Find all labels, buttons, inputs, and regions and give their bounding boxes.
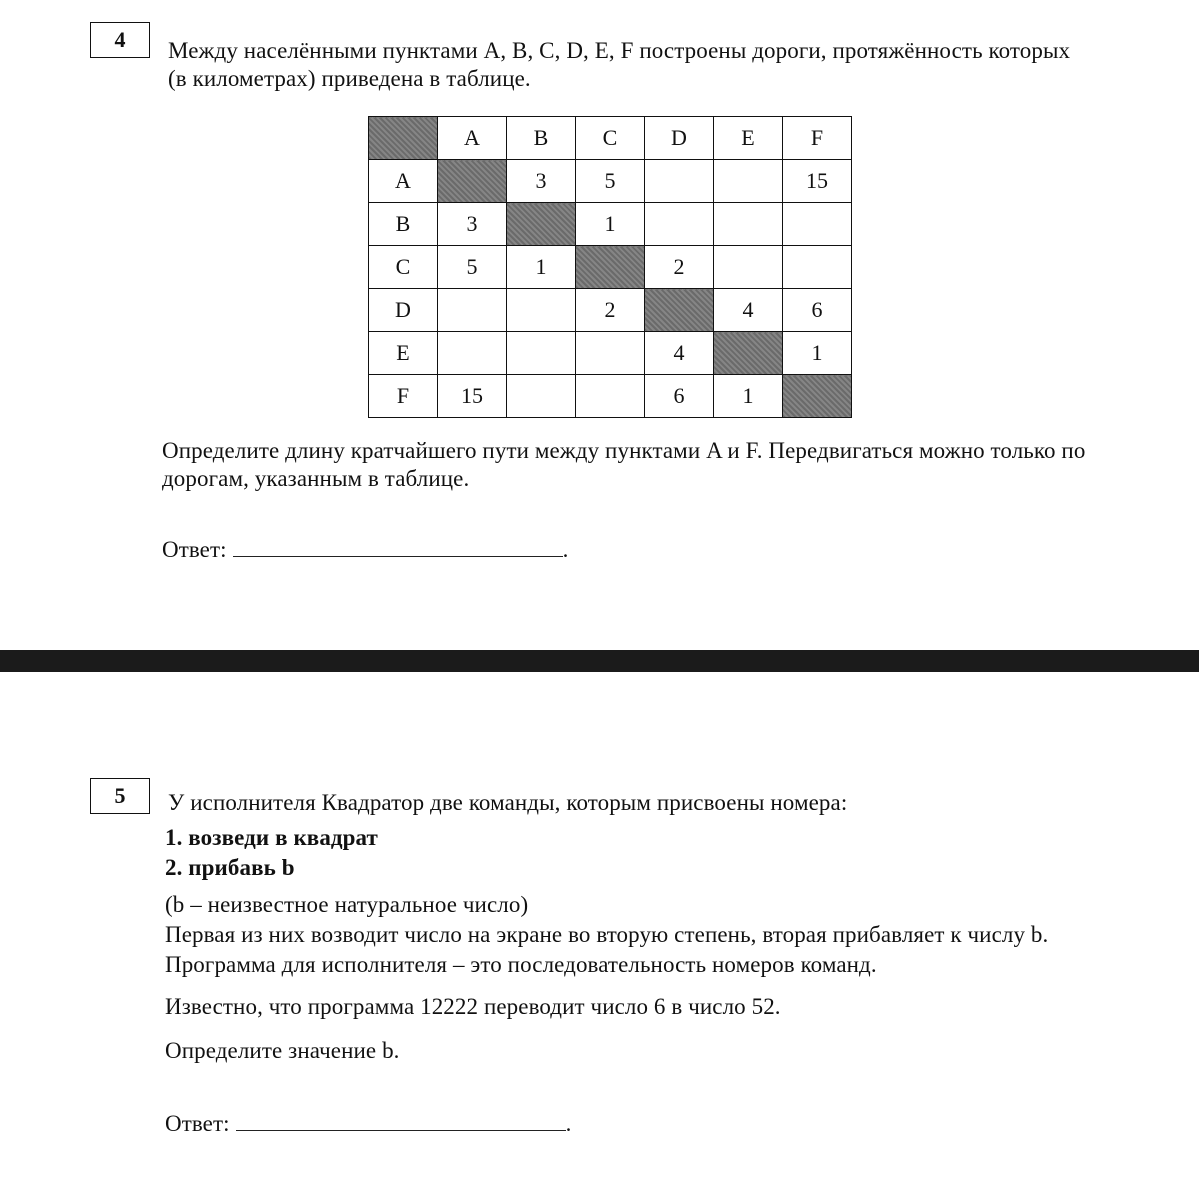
answer-field[interactable]	[233, 534, 563, 557]
table-cell	[714, 160, 783, 203]
page-divider	[0, 650, 1199, 672]
table-row-header: A	[369, 160, 438, 203]
task5-desc-line2: Программа для исполнителя – это последовательность номеров команд.	[165, 952, 877, 977]
task5-question: Определите значение b.	[165, 1038, 400, 1063]
table-cell	[714, 246, 783, 289]
table-cell	[576, 246, 645, 289]
distance-table	[368, 116, 852, 418]
table-cell	[645, 203, 714, 246]
table-cell	[507, 203, 576, 246]
table-cell	[645, 160, 714, 203]
task5-answer-row	[165, 1108, 572, 1138]
answer-label: Ответ:	[162, 537, 227, 562]
table-cell	[507, 375, 576, 418]
table-cell	[438, 160, 507, 203]
table-cell: 6	[645, 375, 714, 418]
table-header-cell: D	[645, 117, 714, 160]
table-cell: 4	[714, 289, 783, 332]
table-header-cell: C	[576, 117, 645, 160]
table-row-header: D	[369, 289, 438, 332]
table-cell	[576, 332, 645, 375]
table-cell	[576, 375, 645, 418]
table-row	[369, 246, 852, 289]
task5-known: Известно, что программа 12222 переводит число 6 в число 52.	[165, 994, 781, 1019]
table-row-header: F	[369, 375, 438, 418]
table-cell	[783, 375, 852, 418]
task5-note: (b – неизвестное натуральное число)	[165, 892, 529, 917]
table-cell	[438, 332, 507, 375]
table-cell: 2	[645, 246, 714, 289]
table-cell: 1	[714, 375, 783, 418]
task5-command2: 2. прибавь b	[165, 855, 295, 880]
table-row	[369, 332, 852, 375]
table-cell: 1	[576, 203, 645, 246]
table-row	[369, 375, 852, 418]
table-header-cell: E	[714, 117, 783, 160]
answer-period: .	[562, 537, 569, 562]
task4-answer-row	[162, 534, 569, 564]
table-cell: 6	[783, 289, 852, 332]
table-row	[369, 160, 852, 203]
table-cell	[714, 203, 783, 246]
table-cell: 2	[576, 289, 645, 332]
table-cell: 4	[645, 332, 714, 375]
table-header-cell: A	[438, 117, 507, 160]
table-header-cell: F	[783, 117, 852, 160]
answer-field[interactable]	[236, 1108, 566, 1131]
task-number-box: 5	[90, 778, 150, 814]
task4-question-line1: Определите длину кратчайшего пути между пунктами A и F. Передвигаться можно только по	[162, 438, 1086, 463]
task5-intro: У исполнителя Квадратор две команды, которым присвоены номера:	[168, 790, 848, 815]
task4-question-line2: дорогам, указанным в таблице.	[162, 466, 470, 491]
table-corner-cell	[369, 117, 438, 160]
table-cell: 5	[438, 246, 507, 289]
table-cell: 3	[507, 160, 576, 203]
table-cell	[783, 203, 852, 246]
task5-desc-line1: Первая из них возводит число на экране во вторую степень, вторая прибавляет к числу b.	[165, 922, 1049, 947]
table-cell	[438, 289, 507, 332]
table-cell: 1	[507, 246, 576, 289]
table-header-cell: B	[507, 117, 576, 160]
answer-label: Ответ:	[165, 1111, 230, 1136]
table-row	[369, 203, 852, 246]
table-row	[369, 289, 852, 332]
table-cell: 15	[783, 160, 852, 203]
table-cell	[714, 332, 783, 375]
task-number-box: 4	[90, 22, 150, 58]
table-header-row	[369, 117, 852, 160]
table-cell	[645, 289, 714, 332]
table-row-header: E	[369, 332, 438, 375]
task4-intro-line1: Между населёнными пунктами A, B, C, D, E, F построены дороги, протяжённость которых	[168, 38, 1071, 63]
task4-intro-line2: (в километрах) приведена в таблице.	[168, 66, 531, 91]
table-cell	[507, 289, 576, 332]
table-row-header: C	[369, 246, 438, 289]
table-cell	[783, 246, 852, 289]
answer-period: .	[565, 1111, 572, 1136]
table-cell: 5	[576, 160, 645, 203]
table-row-header: B	[369, 203, 438, 246]
table-cell: 1	[783, 332, 852, 375]
table-cell: 3	[438, 203, 507, 246]
task5-command1: 1. возведи в квадрат	[165, 825, 378, 850]
table-cell: 15	[438, 375, 507, 418]
table-cell	[507, 332, 576, 375]
